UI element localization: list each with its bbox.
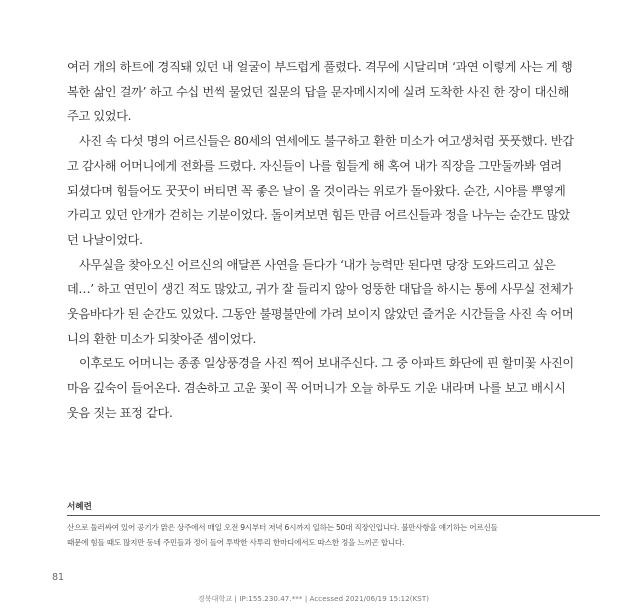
author-bio [67, 520, 600, 550]
paragraph-3 [67, 253, 600, 352]
paragraph-4 [67, 351, 600, 425]
access-info-footer: 경북대학교 | IP:155.230.47.*** | Accessed 2021/06/19 15:12(KST) [197, 595, 430, 603]
article-body [67, 55, 600, 426]
bio-line: 때문에 힘들 때도 많지만 동네 주민들과 정이 들어 투박한 사투리 한마디에서도 따스한 정을 느끼곤 합니다. [67, 538, 405, 547]
text-line: 웃음바다가 된 순간도 있었다. 그동안 불평불만에 가려 보이지 않았던 즐거운 시간들을 사진 속 어머 [67, 307, 574, 322]
text-line: 데…’ 하고 연민이 생긴 적도 많았고, 귀가 잘 들리지 않아 엉뚱한 대답을 하시는 통에 사무실 전체가 [67, 282, 573, 297]
paragraph-2 [67, 129, 600, 253]
text-line: 복한 삶인 걸까’ 하고 수십 번씩 물었던 질문의 답을 문자메시지에 실려 도착한 사진 한 장이 대신해 [67, 84, 569, 99]
text-line: 마음 깊숙이 들어온다. 겸손하고 고운 꽃이 꼭 어머니가 오늘 하루도 기운 내라며 나를 보고 배시시 [67, 381, 566, 396]
text-line: 고 감사해 어머니에게 전화를 드렸다. 자신들이 나를 힘들게 해 혹여 내가 직장을 그만둘까봐 염려 [67, 158, 562, 173]
text-line: 던 나날이었다. [67, 232, 143, 247]
text-line: 되셨다며 힘들어도 꿋꿋이 버티면 꼭 좋은 날이 올 것이라는 위로가 돌아왔다. 순간, 시야를 뿌옇게 [67, 183, 566, 198]
paragraph-1 [67, 55, 600, 129]
divider [67, 515, 600, 516]
text-line: 이후로도 어머니는 종종 일상풍경을 사진 찍어 보내주신다. 그 중 아파트 화단에 핀 할미꽃 사진이 [79, 356, 574, 371]
text-line: 여러 개의 하트에 경직돼 있던 내 얼굴이 부드럽게 풀렸다. 격무에 시달리며 ‘과연 이렇게 사는 게 행 [67, 60, 573, 74]
bio-line: 산으로 둘러싸여 있어 공기가 맑은 상주에서 매일 오전 9시부터 저녁 6시까지 일하는 50대 직장인입니다. 불만사항을 얘기하는 어르신들 [67, 523, 498, 532]
text-line: 주고 있었다. [67, 109, 132, 124]
text-line: 사진 속 다섯 명의 어르신들은 80세의 연세에도 불구하고 환한 미소가 여고생처럼 풋풋했다. 반갑 [79, 134, 574, 149]
page-number: 81 [52, 572, 65, 583]
text-line: 가리고 있던 안개가 걷히는 기분이었다. 돌이켜보면 힘든 만큼 어르신들과 정을 나누는 순간도 많았 [67, 208, 570, 223]
text-line: 웃음 짓는 표정 같다. [67, 405, 173, 420]
text-line: 니의 환한 미소가 되찾아준 셈이었다. [67, 331, 256, 346]
text-line: 사무실을 찾아오신 어르신의 애달픈 사연을 듣다가 ‘내가 능력만 된다면 당장 도와드리고 싶은 [79, 257, 556, 272]
author-name: 서혜련 [67, 502, 92, 512]
